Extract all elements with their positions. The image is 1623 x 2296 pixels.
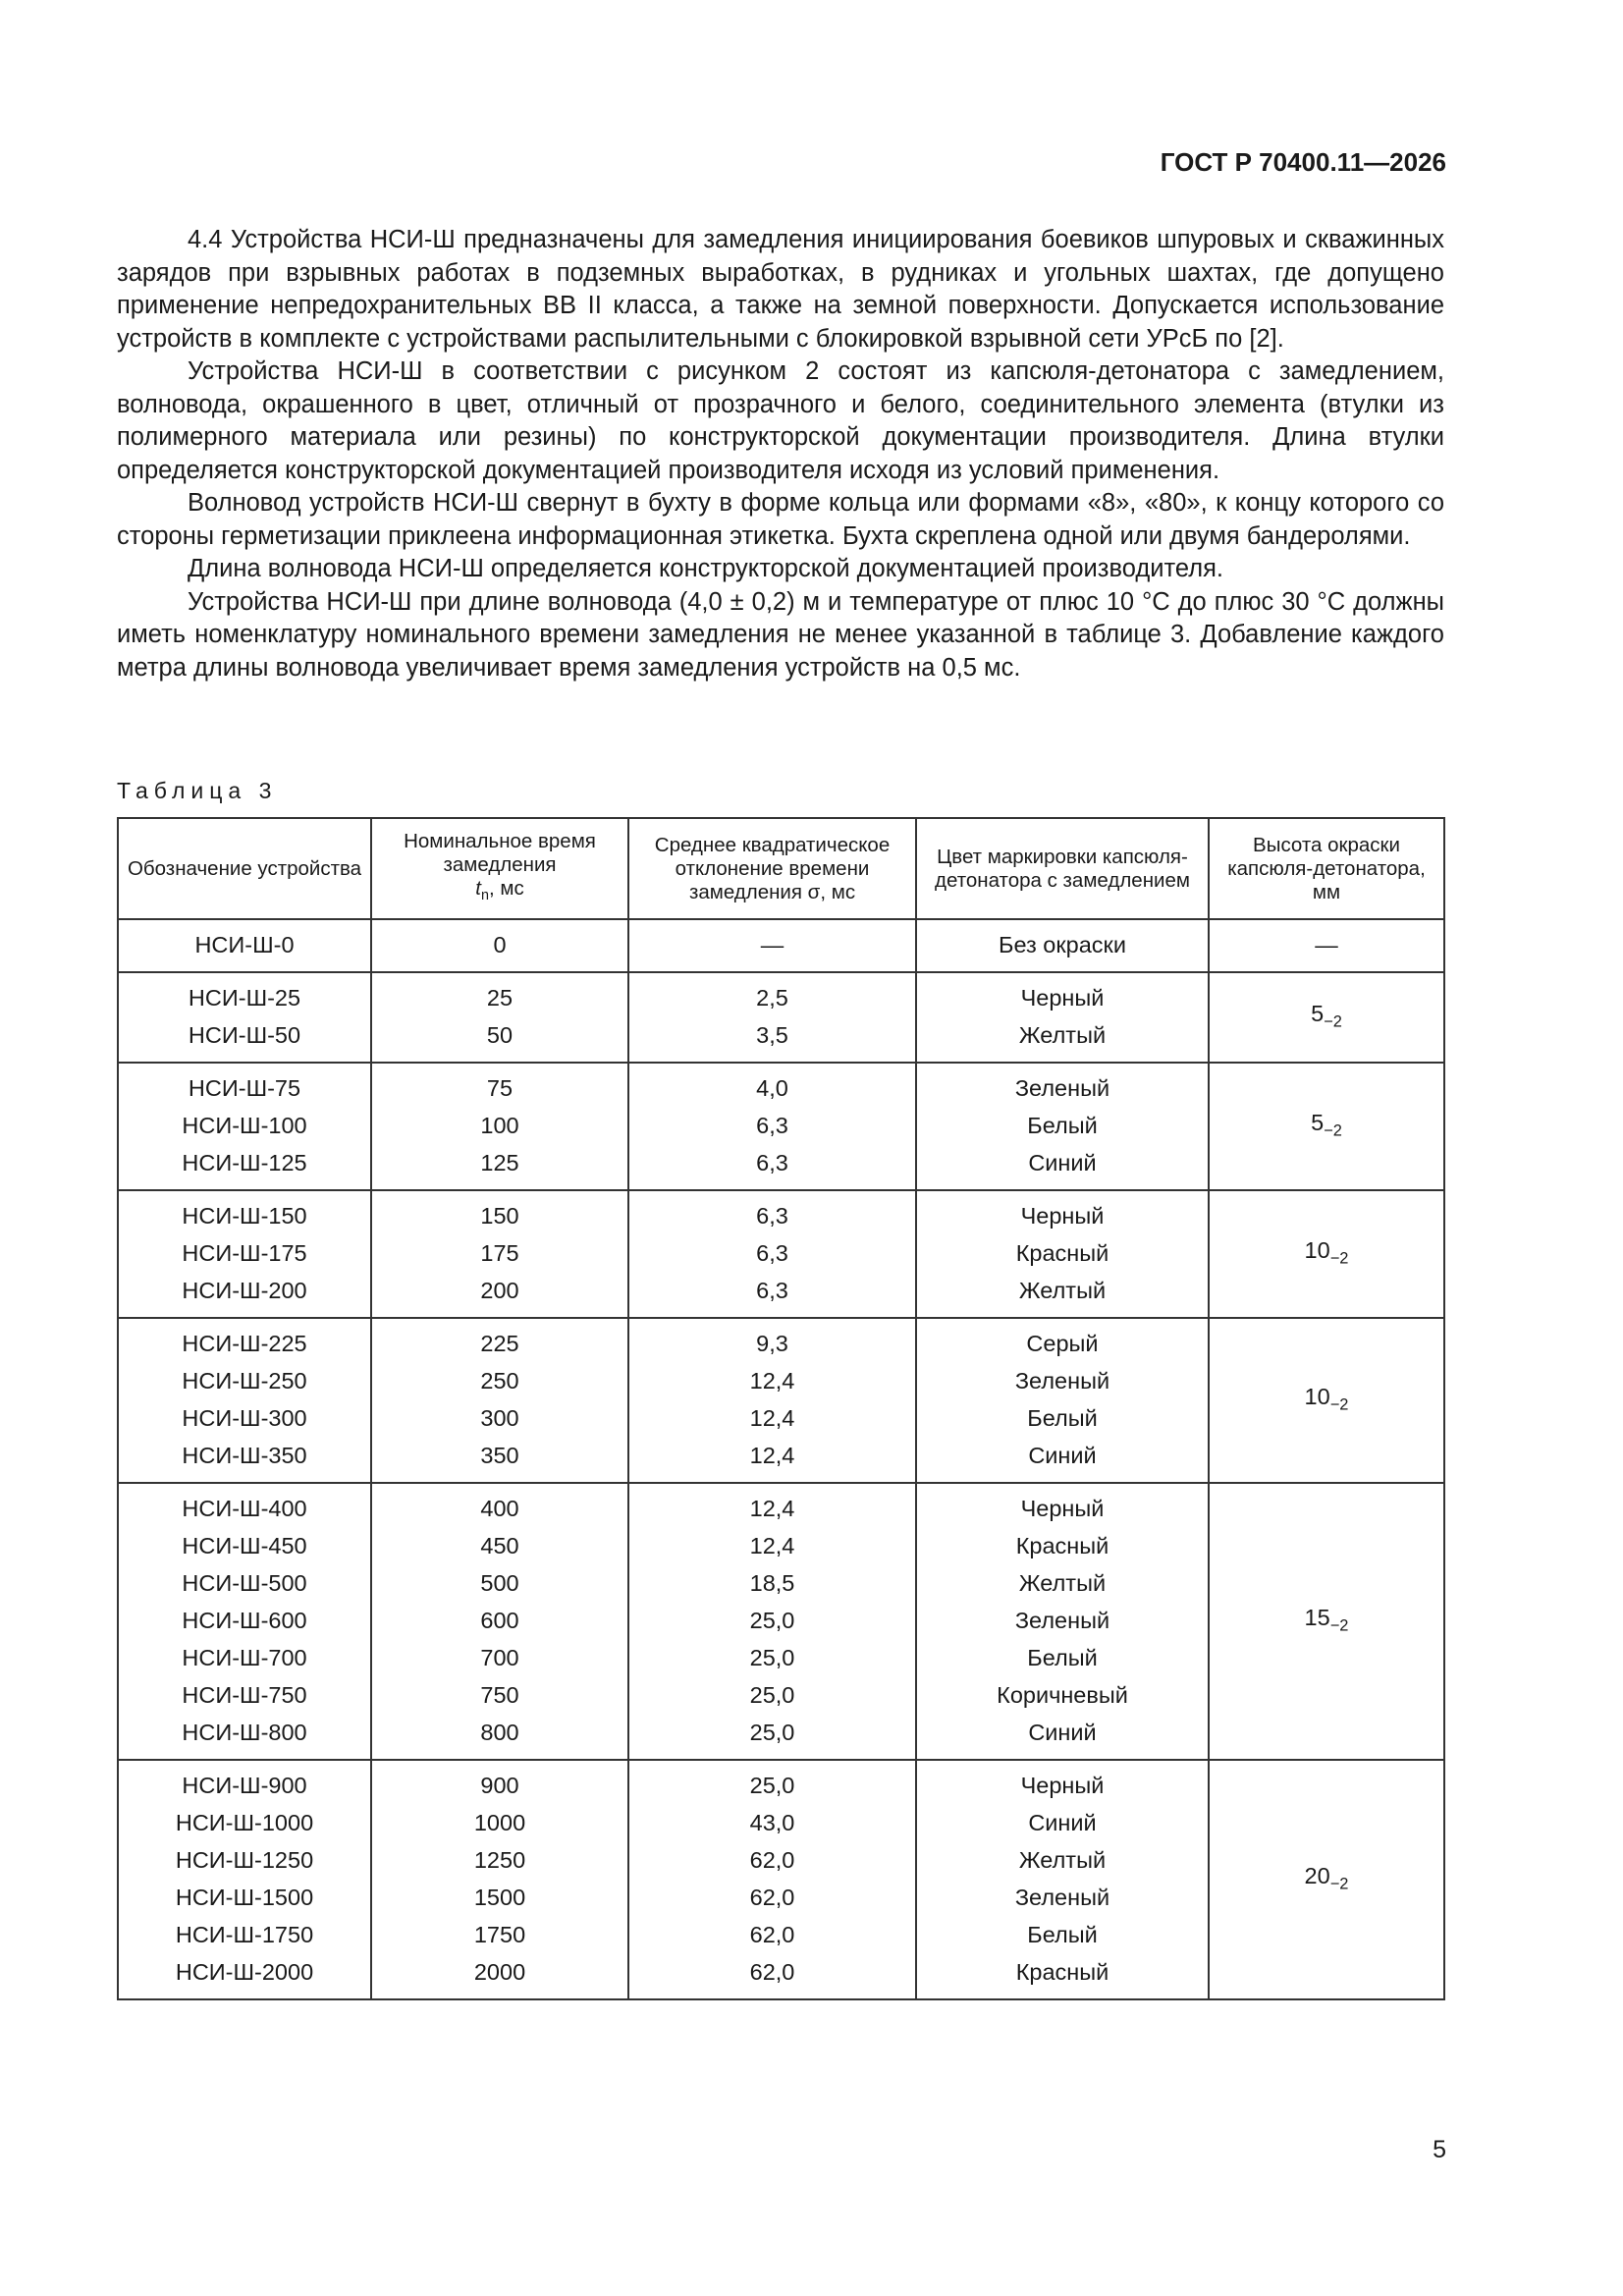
table-row [118,1190,1444,1318]
cell-line: Черный [1020,1496,1105,1521]
cell-marking-color [916,1483,1209,1760]
header-nominal-time [371,818,628,919]
cell-line: 2,5 [756,985,788,1011]
cell-line: НСИ-Ш-1000 [175,1810,314,1835]
cell-line: НСИ-Ш-250 [182,1368,307,1394]
cell-line: 0 [493,932,507,957]
cell-line: НСИ-Ш-100 [182,1113,307,1138]
cell-nominal-time [371,972,628,1063]
paint-height-tolerance: −2 [1329,1249,1349,1268]
cell-std-deviation [628,919,916,972]
cell-line: 900 [480,1773,519,1798]
cell-line: 25,0 [749,1720,795,1745]
cell-line: 25,0 [749,1773,795,1798]
cell-paint-height [1209,1190,1444,1318]
cell-line: 125 [480,1150,519,1175]
cell-marking-color [916,919,1209,972]
paragraph: 4.4 Устройства НСИ-Ш предназначены для замедления инициирования боевиков шпуровых и скважинных зарядов при взрывных работах в подземных выработках, в рудниках и угольных шахтах, где допущено применение непредохранительных ВВ II класса, а также на земной поверхности. Допускается использование устройств в комплекте с устройствами распылительными с блокировкой взрывной сети УРсБ по [2]. [117,226,1444,353]
cell-line: 25,0 [749,1608,795,1633]
header-designation: Обозначение устройства [118,818,371,919]
table-row [118,972,1444,1063]
cell-line: НСИ-Ш-50 [188,1022,301,1048]
cell-marking-color [916,1190,1209,1318]
cell-line: 25,0 [749,1682,795,1708]
cell-line: — [760,932,784,957]
cell-line: 1500 [473,1885,526,1910]
cell-line: 2000 [473,1959,526,1985]
table-row-group [118,1483,1444,1760]
cell-line: 225 [480,1331,519,1356]
cell-line: 62,0 [749,1959,795,1985]
table-row-group [118,1190,1444,1318]
cell-line: 1000 [473,1810,526,1835]
cell-line: 12,4 [749,1405,795,1431]
cell-line: 6,3 [756,1240,788,1266]
paint-height-tolerance: −2 [1324,1121,1342,1140]
cell-line: Синий [1028,1150,1097,1175]
cell-line: 25 [486,985,514,1011]
cell-line: НСИ-Ш-125 [182,1150,307,1175]
cell-line: 50 [486,1022,514,1048]
paragraph: Устройства НСИ-Ш в соответствии с рисунком 2 состоят из капсюля-детонатора с замедлением, волновода, окрашенного в цвет, отличный от прозрачного и белого, соединительного элемента (втулки из полимерного материала или резины) по конструкторской документации производителя. Длина втулки определяется конструкторской документацией производителя исходя из условий применения. [117,357,1444,484]
cell-line: 200 [480,1278,519,1303]
cell-line: 6,3 [756,1203,788,1229]
cell-line: 800 [480,1720,519,1745]
cell-paint-height [1209,1063,1444,1190]
cell-line: Без окраски [999,932,1126,957]
cell-line: Серый [1026,1331,1099,1356]
header-nominal-time-var: t [475,876,481,900]
cell-std-deviation [628,1760,916,1999]
cell-line: НСИ-Ш-900 [182,1773,307,1798]
cell-line: 75 [486,1075,514,1101]
paint-height-value: 15 [1304,1605,1330,1631]
table-row [118,1318,1444,1483]
cell-line: Желтый [1018,1022,1107,1048]
header-nominal-time-unit: , мс [488,876,524,900]
cell-std-deviation [628,1190,916,1318]
cell-line: НСИ-Ш-225 [182,1331,307,1356]
cell-line: 1250 [473,1847,526,1873]
header-nominal-time-sub: n [480,888,489,904]
cell-paint-height [1209,1483,1444,1760]
cell-line: 6,3 [756,1150,788,1175]
cell-paint-height [1209,1760,1444,1999]
cell-marking-color [916,1318,1209,1483]
page-number: 5 [1433,2136,1446,2163]
cell-line: НСИ-Ш-300 [182,1405,307,1431]
cell-line: Синий [1028,1443,1097,1468]
cell-line: 1750 [473,1922,526,1947]
cell-line: Белый [1027,1922,1098,1947]
paragraph: Волновод устройств НСИ-Ш свернут в бухту в форме кольца или формами «8», «80», к концу которого со стороны герметизации приклеена информационная этикетка. Бухта скреплена одной или двумя бандеролями. [117,489,1444,550]
cell-line: 12,4 [749,1443,795,1468]
cell-line: НСИ-Ш-2000 [175,1959,314,1985]
cell-std-deviation [628,1483,916,1760]
header-paint-height: Высота окраски капсюля-детонатора, мм [1209,818,1444,919]
cell-line: Синий [1028,1810,1097,1835]
table-row-group [118,1063,1444,1190]
table-caption: Таблица 3 [117,778,278,803]
table-row [118,1760,1444,1999]
cell-designation [118,1760,371,1999]
cell-std-deviation [628,1318,916,1483]
cell-line: Зеленый [1014,1885,1110,1910]
paint-height-tolerance: −2 [1329,1616,1349,1635]
cell-paint-height [1209,1318,1444,1483]
cell-line: НСИ-Ш-1500 [175,1885,314,1910]
cell-line: Красный [1015,1240,1109,1266]
cell-designation [118,972,371,1063]
cell-nominal-time [371,1760,628,1999]
cell-line: 25,0 [749,1645,795,1670]
paint-height-value: 10 [1304,1384,1330,1410]
cell-line: НСИ-Ш-25 [188,985,301,1011]
cell-line: 18,5 [749,1570,795,1596]
cell-line: Зеленый [1014,1608,1110,1633]
cell-line: НСИ-Ш-600 [182,1608,307,1633]
cell-line: 300 [480,1405,519,1431]
cell-line: 6,3 [756,1113,788,1138]
document-id: ГОСТ Р 70400.11—2026 [1160,147,1446,177]
cell-nominal-time [371,1318,628,1483]
cell-marking-color [916,972,1209,1063]
cell-line: 150 [480,1203,519,1229]
cell-line: 43,0 [749,1810,795,1835]
cell-line: 100 [480,1113,519,1138]
cell-line: 6,3 [756,1278,788,1303]
cell-line: Желтый [1018,1847,1107,1873]
cell-line: 12,4 [749,1368,795,1394]
cell-line: Белый [1027,1113,1098,1138]
cell-nominal-time [371,1063,628,1190]
cell-line: НСИ-Ш-750 [182,1682,307,1708]
cell-line: Красный [1015,1533,1109,1558]
header-nominal-time-text: Номинальное время замедления [404,829,596,876]
cell-designation [118,1483,371,1760]
cell-line: 450 [480,1533,519,1558]
cell-line: 400 [480,1496,519,1521]
cell-designation [118,1190,371,1318]
paint-height-value: 20 [1304,1863,1330,1889]
cell-marking-color [916,1760,1209,1999]
cell-line: 62,0 [749,1922,795,1947]
paint-height-value: 10 [1304,1237,1330,1264]
table-row [118,919,1444,972]
cell-line: Черный [1020,985,1105,1011]
cell-line: НСИ-Ш-400 [182,1496,307,1521]
table-row-group [118,1318,1444,1483]
cell-line: 350 [480,1443,519,1468]
cell-line: 9,3 [756,1331,788,1356]
cell-line: 500 [480,1570,519,1596]
cell-line: Белый [1027,1645,1098,1670]
cell-line: 12,4 [749,1496,795,1521]
cell-line: НСИ-Ш-175 [182,1240,307,1266]
cell-line: НСИ-Ш-350 [182,1443,307,1468]
cell-paint-height [1209,972,1444,1063]
cell-line: — [1315,932,1338,957]
cell-line: Коричневый [997,1682,1128,1708]
cell-line: НСИ-Ш-0 [194,932,295,957]
cell-std-deviation [628,1063,916,1190]
table-3 [117,817,1445,2000]
cell-line: 750 [480,1682,519,1708]
cell-paint-height [1209,919,1444,972]
cell-designation [118,1063,371,1190]
cell-line: 12,4 [749,1533,795,1558]
cell-line: НСИ-Ш-800 [182,1720,307,1745]
cell-line: 600 [480,1608,519,1633]
body-text [117,224,1444,684]
table-row-group [118,972,1444,1063]
cell-designation [118,919,371,972]
header-marking-color: Цвет маркировки капсюля-детонатора с замедлением [916,818,1209,919]
cell-line: 62,0 [749,1885,795,1910]
paint-height-tolerance: −2 [1329,1875,1349,1893]
table-row-group [118,919,1444,972]
table-row-group [118,1760,1444,1999]
cell-line: Черный [1020,1773,1105,1798]
cell-line: НСИ-Ш-75 [188,1075,301,1101]
cell-nominal-time [371,1483,628,1760]
cell-line: Желтый [1018,1570,1107,1596]
paragraph: Длина волновода НСИ-Ш определяется конструкторской документацией производителя. [188,555,1223,582]
cell-marking-color [916,1063,1209,1190]
paint-height-tolerance: −2 [1329,1395,1349,1414]
paint-height-value: 5 [1311,1110,1325,1136]
cell-std-deviation [628,972,916,1063]
cell-line: Красный [1015,1959,1109,1985]
cell-line: 4,0 [756,1075,788,1101]
cell-line: НСИ-Ш-1250 [175,1847,314,1873]
cell-nominal-time [371,1190,628,1318]
cell-line: 3,5 [756,1022,788,1048]
cell-designation [118,1318,371,1483]
cell-line: Белый [1027,1405,1098,1431]
cell-line: НСИ-Ш-500 [182,1570,307,1596]
table-row [118,1063,1444,1190]
cell-line: НСИ-Ш-150 [182,1203,307,1229]
paint-height-value: 5 [1311,1001,1325,1027]
paragraph: Устройства НСИ-Ш при длине волновода (4,0 ± 0,2) м и температуре от плюс 10 °С до плюс 30 °С должны иметь номенклатуру номинального времени замедления не менее указанной в таблице 3. Добавление каждого метра длины волновода увеличивает время замедления устройств на 0,5 мс. [117,587,1444,682]
table-row [118,1483,1444,1760]
paint-height-tolerance: −2 [1324,1012,1342,1031]
cell-line: 250 [480,1368,519,1394]
cell-line: НСИ-Ш-200 [182,1278,307,1303]
cell-line: Зеленый [1014,1368,1110,1394]
cell-line: Синий [1028,1720,1097,1745]
table-header-row [118,818,1444,919]
cell-line: НСИ-Ш-1750 [175,1922,314,1947]
cell-line: 62,0 [749,1847,795,1873]
cell-line: 175 [480,1240,519,1266]
header-std-deviation: Среднее квадратическое отклонение времени замедления σ, мс [628,818,916,919]
cell-line: Черный [1020,1203,1105,1229]
cell-line: НСИ-Ш-700 [182,1645,307,1670]
cell-line: Желтый [1018,1278,1107,1303]
cell-line: 700 [480,1645,519,1670]
cell-line: Зеленый [1014,1075,1110,1101]
cell-nominal-time [371,919,628,972]
cell-line: НСИ-Ш-450 [182,1533,307,1558]
